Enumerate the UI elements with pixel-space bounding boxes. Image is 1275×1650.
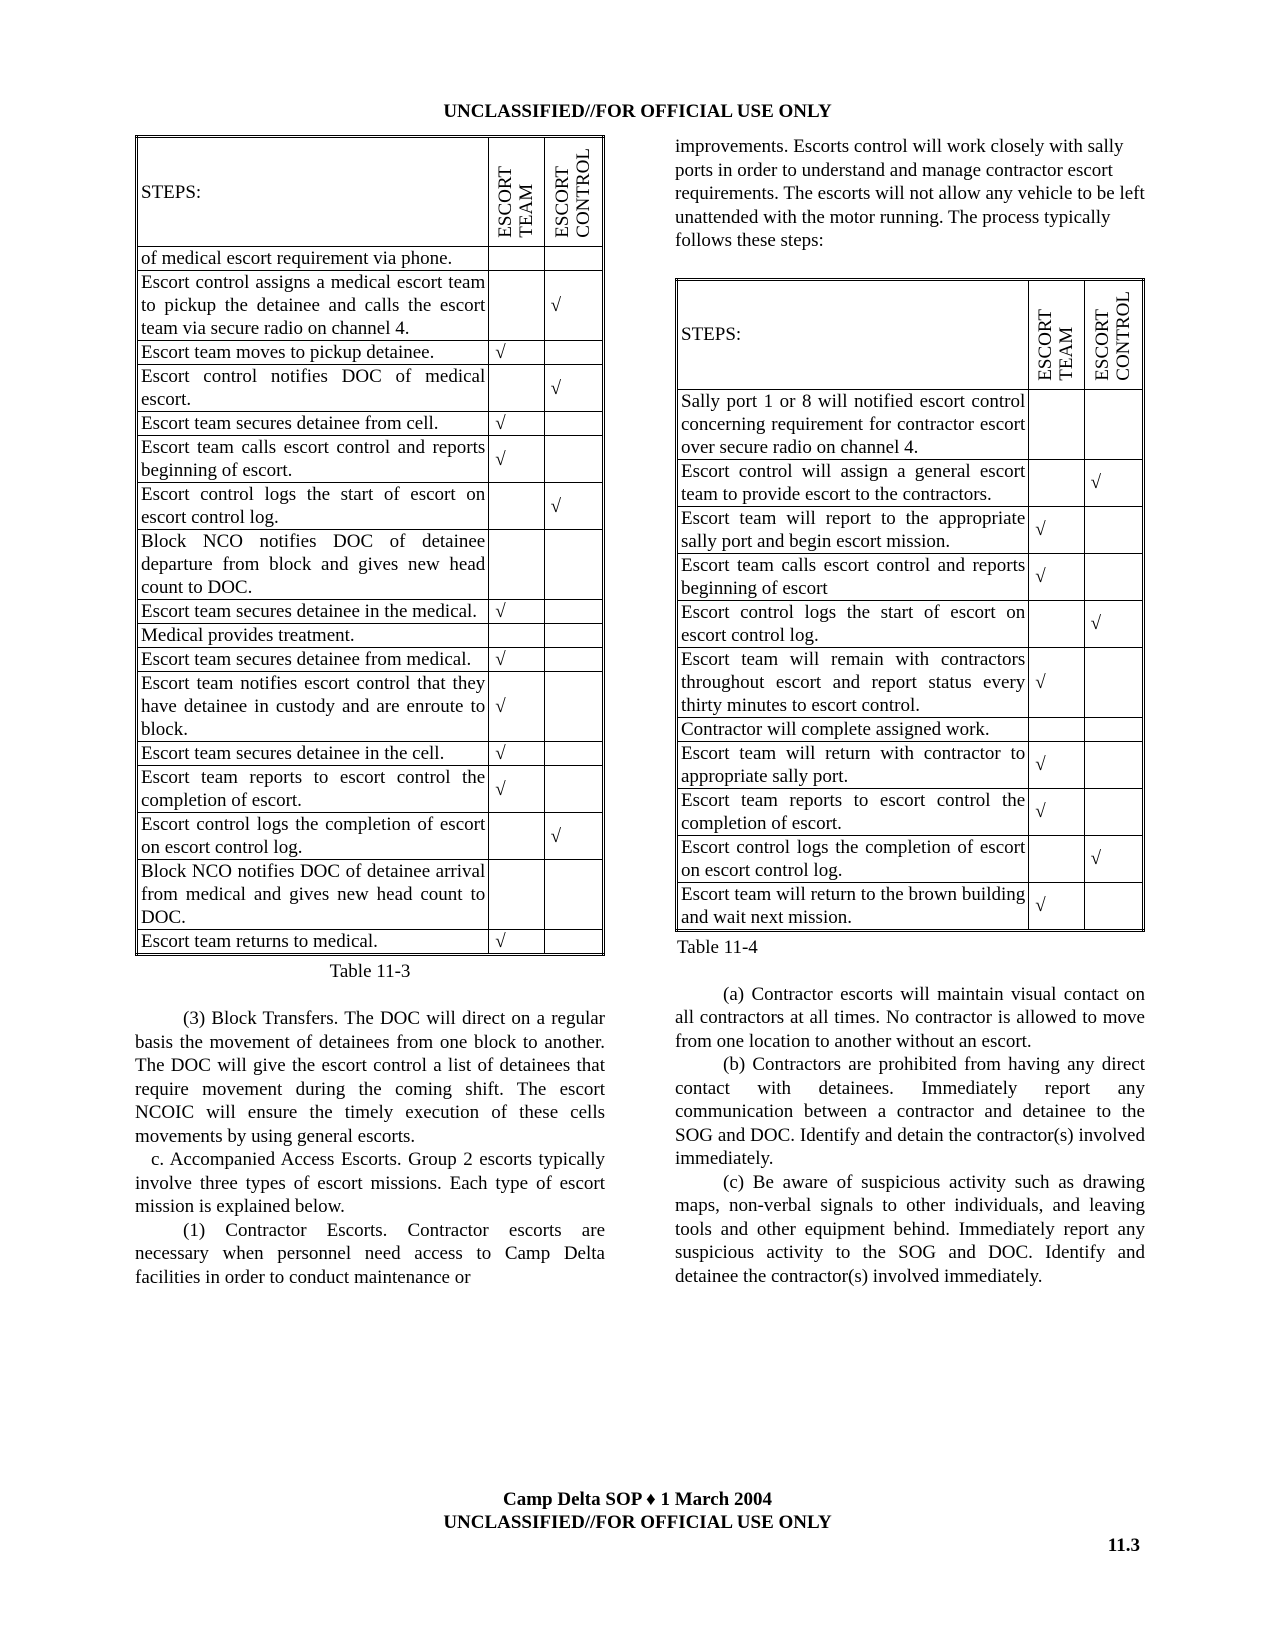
escort-control-check: √: [1084, 459, 1143, 506]
table-body: [677, 389, 1144, 930]
escort-control-check: [1084, 788, 1143, 835]
table-row: [137, 412, 604, 436]
escort-control-check: √: [544, 813, 603, 860]
step-text: Escort team calls escort control and reports beginning of escort.: [137, 436, 489, 483]
table-row: [137, 436, 604, 483]
step-text: Contractor will complete assigned work.: [677, 717, 1029, 741]
step-text: Escort team will return to the brown building and wait next mission.: [677, 882, 1029, 930]
escort-team-check: [1029, 600, 1084, 647]
escort-team-check: [489, 813, 544, 860]
escort-control-check: [1084, 389, 1143, 459]
escort-team-check: √: [489, 672, 544, 742]
footer-classification: UNCLASSIFIED//FOR OFFICIAL USE ONLY: [443, 1512, 832, 1533]
escort-control-check: [1084, 882, 1143, 930]
escort-control-check: [544, 600, 603, 624]
table-row: [137, 648, 604, 672]
step-text: Escort team reports to escort control the completion of escort.: [677, 788, 1029, 835]
escort-team-check: √: [489, 436, 544, 483]
escort-team-label: ESCORT TEAM: [1035, 308, 1078, 381]
escort-team-check: √: [1029, 788, 1084, 835]
table-row: [137, 742, 604, 766]
escort-control-check: [1084, 506, 1143, 553]
table-row: [137, 365, 604, 412]
escort-control-column-header: [1084, 279, 1143, 389]
escort-team-check: [489, 483, 544, 530]
escort-control-label: ESCORT CONTROL: [552, 148, 595, 238]
escort-team-check: √: [489, 341, 544, 365]
step-text: Escort control logs the start of escort on escort control log.: [677, 600, 1029, 647]
page-number: 11.3: [1107, 1535, 1140, 1556]
step-text: Block NCO notifies DOC of detainee departure from block and gives new head count to DOC.: [137, 530, 489, 600]
table-caption: Table 11-3: [329, 961, 411, 982]
escort-team-check: √: [489, 600, 544, 624]
step-text: Escort control assigns a medical escort team to pickup the detainee and calls the escort team via secure radio on channel 4.: [137, 271, 489, 341]
table-row: [137, 860, 604, 930]
escort-team-check: √: [1029, 882, 1084, 930]
step-text: Escort team will remain with contractors throughout escort and report status every thirty minutes to escort control.: [677, 647, 1029, 717]
table-row: [137, 672, 604, 742]
table-row: [677, 553, 1144, 600]
escort-control-check: [544, 624, 603, 648]
escort-team-check: √: [1029, 506, 1084, 553]
visual-contact-paragraph: (a) Contractor escorts will maintain visual contact on all contractors at all times. No contractor is allowed to move from one location to another without an escort.: [675, 983, 1145, 1052]
escort-control-check: [1084, 647, 1143, 717]
step-text: Escort team secures detainee from cell.: [137, 412, 489, 436]
escort-team-check: [1029, 459, 1084, 506]
escort-control-check: [1084, 717, 1143, 741]
escort-team-check: [1029, 717, 1084, 741]
escort-control-check: [544, 742, 603, 766]
escort-team-check: [489, 860, 544, 930]
table-row: [137, 341, 604, 365]
step-text: of medical escort requirement via phone.: [137, 247, 489, 271]
table-row: [677, 741, 1144, 788]
escort-team-column-header: [1029, 279, 1084, 389]
escort-team-check: √: [489, 930, 544, 955]
step-text: Escort control logs the completion of escort on escort control log.: [677, 835, 1029, 882]
step-text: Escort team returns to medical.: [137, 930, 489, 955]
escort-team-label: ESCORT TEAM: [495, 166, 538, 238]
escort-control-check: √: [544, 271, 603, 341]
escort-control-check: [544, 530, 603, 600]
escort-team-check: [489, 624, 544, 648]
table-row: [137, 271, 604, 341]
escort-control-column-header: [544, 137, 603, 247]
suspicious-activity-paragraph: (c) Be aware of suspicious activity such as drawing maps, non-verbal signals to other individuals, and leaving tools and other equipment behind. Immediately report any suspicious activity to the SOG and DOC. Identify and detainee the contractor(s) involved immediately.: [675, 1171, 1145, 1287]
right-body-text: [675, 983, 1145, 1289]
escort-control-check: [1084, 553, 1143, 600]
escort-team-check: [1029, 835, 1084, 882]
steps-column-header: STEPS:: [677, 279, 1029, 389]
table-row: [137, 813, 604, 860]
escort-team-check: √: [1029, 741, 1084, 788]
table-row: [137, 483, 604, 530]
step-text: Escort team notifies escort control that they have detainee in custody and are enroute to block.: [137, 672, 489, 742]
escort-team-check: √: [1029, 553, 1084, 600]
escort-team-check: √: [489, 766, 544, 813]
escort-control-check: [544, 247, 603, 271]
step-text: Escort team moves to pickup detainee.: [137, 341, 489, 365]
table-row: [677, 835, 1144, 882]
escort-steps-table-11-4: [675, 278, 1145, 932]
table-row: [677, 717, 1144, 741]
table-row: [677, 600, 1144, 647]
table-row: [137, 530, 604, 600]
step-text: Escort team secures detainee in the cell.: [137, 742, 489, 766]
escort-team-check: [489, 530, 544, 600]
step-text: Escort control logs the start of escort on escort control log.: [137, 483, 489, 530]
accompanied-access-paragraph: c. Accompanied Access Escorts. Group 2 escorts typically involve three types of escort missions. Each type of escort mission is explained below.: [135, 1149, 605, 1217]
escort-control-check: [544, 672, 603, 742]
table-row: [677, 389, 1144, 459]
escort-control-check: [544, 412, 603, 436]
table-row: [677, 882, 1144, 930]
escort-control-check: √: [1084, 600, 1143, 647]
step-text: Escort control notifies DOC of medical escort.: [137, 365, 489, 412]
escort-team-check: √: [489, 412, 544, 436]
left-body-text: [135, 1007, 605, 1289]
escort-team-check: [1029, 389, 1084, 459]
escort-control-check: [544, 436, 603, 483]
table-row: [677, 647, 1144, 717]
step-text: Escort team will report to the appropriate sally port and begin escort mission.: [677, 506, 1029, 553]
table-caption: Table 11-4: [677, 936, 758, 958]
escort-team-check: √: [1029, 647, 1084, 717]
block-transfers-paragraph: (3) Block Transfers. The DOC will direct on a regular basis the movement of detainees from one block to another. The DOC will give the escort control a list of detainees that require movement during the coming shift. The escort NCOIC will ensure the timely execution of these cells movements by using general escorts.: [135, 1008, 605, 1147]
escort-control-check: √: [1084, 835, 1143, 882]
table-row: [137, 247, 604, 271]
step-text: Escort team will return with contractor to appropriate sally port.: [677, 741, 1029, 788]
table-row: [677, 459, 1144, 506]
step-text: Escort team secures detainee from medical.: [137, 648, 489, 672]
footer-title: Camp Delta SOP ♦ 1 March 2004: [503, 1489, 772, 1510]
table-row: [677, 788, 1144, 835]
table-row: [137, 930, 604, 955]
escort-control-check: √: [544, 365, 603, 412]
table-row: [137, 624, 604, 648]
step-text: Sally port 1 or 8 will notified escort control concerning requirement for contractor escort over secure radio on channel 4.: [677, 389, 1029, 459]
step-text: Escort control logs the completion of escort on escort control log.: [137, 813, 489, 860]
step-text: Block NCO notifies DOC of detainee arrival from medical and gives new head count to DOC.: [137, 860, 489, 930]
escort-control-check: [544, 766, 603, 813]
contractor-escorts-paragraph: (1) Contractor Escorts. Contractor escorts are necessary when personnel need access to Camp Delta facilities in order to conduct maintenance or: [135, 1219, 605, 1288]
table-row: [677, 506, 1144, 553]
escort-team-column-header: [489, 137, 544, 247]
no-contact-paragraph: (b) Contractors are prohibited from having any direct contact with detainees. Immediately report any communication between a contractor and detainee to the SOG and DOC. Identify and detain the contractor(s) involved immediately.: [675, 1054, 1145, 1169]
escort-team-check: [489, 271, 544, 341]
step-text: Escort team reports to escort control the completion of escort.: [137, 766, 489, 813]
step-text: Medical provides treatment.: [137, 624, 489, 648]
escort-steps-table-11-3: [135, 135, 605, 956]
contractor-intro-paragraph: improvements. Escorts control will work closely with sally ports in order to understand and manage contractor escort requirements. The escorts will not allow any vehicle to be left unattended with the motor running. The process typically follows these steps:: [675, 136, 1145, 251]
escort-control-check: [1084, 741, 1143, 788]
escort-control-check: [544, 860, 603, 930]
escort-control-check: [544, 930, 603, 955]
left-column: [135, 135, 605, 1289]
escort-team-check: [489, 247, 544, 271]
table-row: [137, 766, 604, 813]
escort-control-check: [544, 648, 603, 672]
steps-column-header: STEPS:: [137, 137, 489, 247]
escort-team-check: [489, 365, 544, 412]
step-text: Escort control will assign a general escort team to provide escort to the contractors.: [677, 459, 1029, 506]
escort-control-check: √: [544, 483, 603, 530]
escort-team-check: √: [489, 742, 544, 766]
escort-control-label: ESCORT CONTROL: [1092, 290, 1135, 381]
step-text: Escort team calls escort control and reports beginning of escort: [677, 553, 1029, 600]
escort-team-check: √: [489, 648, 544, 672]
step-text: Escort team secures detainee in the medical.: [137, 600, 489, 624]
right-column: [675, 135, 1145, 1288]
table-row: [137, 600, 604, 624]
table-body: [137, 247, 604, 955]
escort-control-check: [544, 341, 603, 365]
classification-header: UNCLASSIFIED//FOR OFFICIAL USE ONLY: [443, 101, 832, 122]
